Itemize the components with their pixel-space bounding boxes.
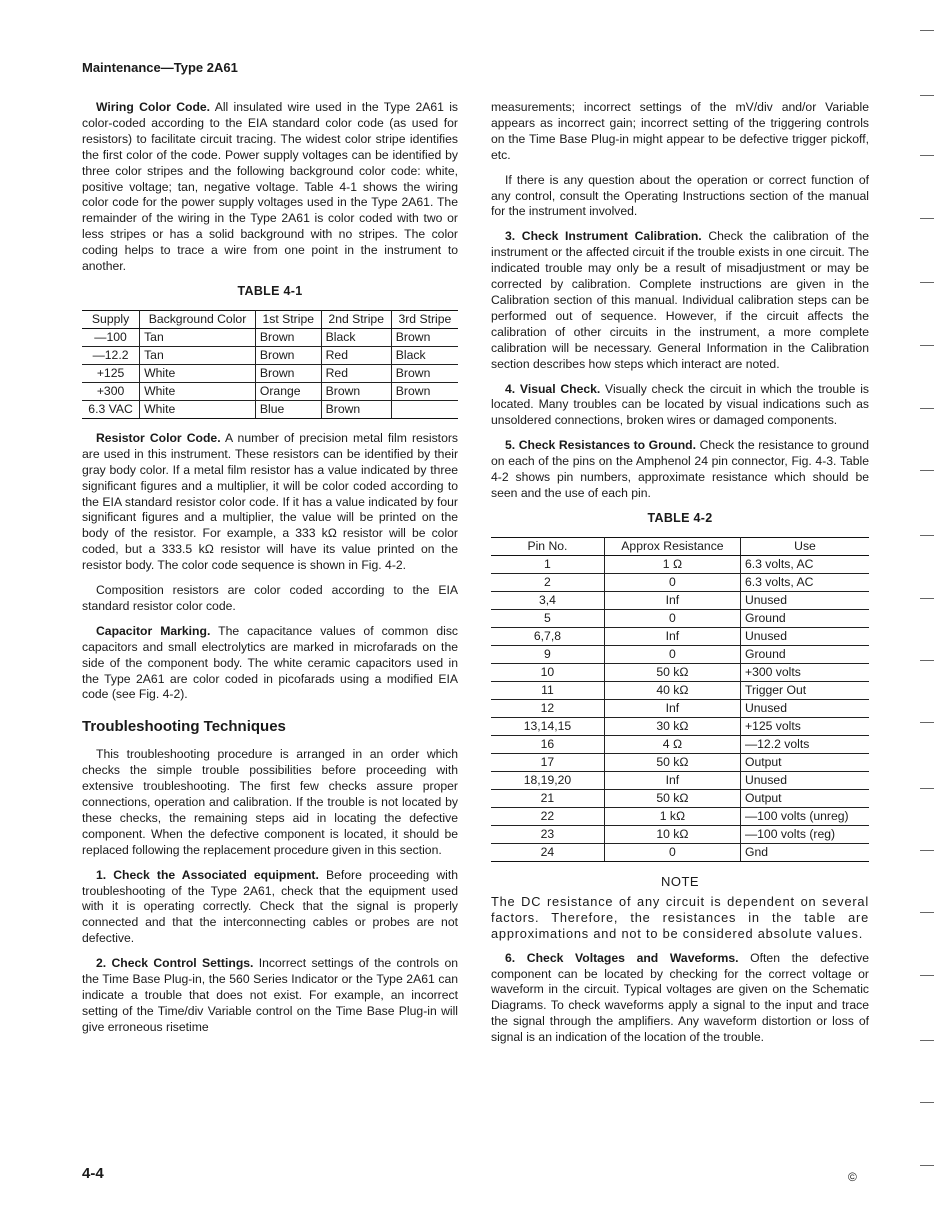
margin-tick: [920, 282, 934, 283]
table-cell: 11: [491, 681, 604, 699]
table-cell: —100 volts (unreg): [740, 807, 869, 825]
table-cell: 1 kΩ: [604, 807, 740, 825]
resistor-paragraph: [82, 431, 458, 574]
table-header-cell: Supply: [82, 310, 140, 328]
table-cell: Ground: [740, 609, 869, 627]
table-cell: Black: [391, 346, 458, 364]
table-header-cell: Background Color: [140, 310, 256, 328]
table-cell: Trigger Out: [740, 681, 869, 699]
table-row: [82, 382, 458, 400]
table-header-cell: Pin No.: [491, 537, 604, 555]
margin-tick: [920, 30, 934, 31]
table-cell: —12.2 volts: [740, 735, 869, 753]
table-row: [82, 364, 458, 382]
table-row: [491, 771, 869, 789]
table-row: [491, 591, 869, 609]
table-cell: Red: [321, 346, 391, 364]
margin-tick: [920, 1165, 934, 1166]
table-row: [491, 699, 869, 717]
table-cell: Tan: [140, 328, 256, 346]
table-cell: White: [140, 382, 256, 400]
margin-tick: [920, 218, 934, 219]
step5-paragraph: [491, 438, 869, 502]
table-cell: —100 volts (reg): [740, 825, 869, 843]
table-cell: Brown: [255, 346, 321, 364]
table-cell: Black: [321, 328, 391, 346]
copyright-mark: ©: [848, 1170, 857, 1184]
table-row: [491, 843, 869, 861]
step6-text: Often the defective component can be located by checking for the correct voltage or waveform in the circuit. Typical voltages are given on the Schematic Diagrams. To check waveforms apply a signal to the input and trace the signal through the amplifiers. Any waveform distortion or loss of signal is an indication of the location of the trouble.: [491, 950, 869, 1045]
table-cell: 16: [491, 735, 604, 753]
table-row: [491, 663, 869, 681]
step5-heading: 5. Check Resistances to Ground.: [505, 438, 697, 453]
table-cell: Output: [740, 753, 869, 771]
table-4-1-title: TABLE 4-1: [237, 283, 303, 298]
margin-tick: [920, 470, 934, 471]
table-cell: 1 Ω: [604, 555, 740, 573]
table-cell: 23: [491, 825, 604, 843]
table-cell: 17: [491, 753, 604, 771]
table-cell: 13,14,15: [491, 717, 604, 735]
table-header-cell: 2nd Stripe: [321, 310, 391, 328]
table-cell: Inf: [604, 591, 740, 609]
table-row: [82, 400, 458, 418]
page-number: 4-4: [82, 1165, 104, 1182]
table-cell: Inf: [604, 771, 740, 789]
table-row: [491, 753, 869, 771]
margin-tick: [920, 850, 934, 851]
table-cell: Red: [321, 364, 391, 382]
capacitor-paragraph: [82, 624, 458, 704]
table-row: [491, 789, 869, 807]
continuation-paragraph: measurements; incorrect settings of the mV/div and/or Variable appears as incorrect gain; incorrect setting of the triggering controls on the Time Base Plug-in might appear to be defective trigger pickoff, etc.: [491, 100, 869, 162]
wiring-paragraph: [82, 100, 458, 275]
margin-tick: [920, 598, 934, 599]
margin-tick: [920, 155, 934, 156]
page-header: Maintenance—Type 2A61: [82, 60, 238, 75]
capacitor-heading: Capacitor Marking.: [96, 623, 211, 638]
note-title: NOTE: [660, 873, 700, 889]
step5-text: Check the resistance to ground on each of the pins on the Amphenol 24 pin connector, Fig. 4-3. Table 4-2 shows pin numbers, approximate resistance which should be seen and the use of each pin.: [491, 438, 869, 500]
step6-heading: 6. Check Voltages and Waveforms.: [505, 950, 739, 965]
table-cell: 22: [491, 807, 604, 825]
table-cell: Brown: [255, 364, 321, 382]
wiring-text: All insulated wire used in the Type 2A61 is color-coded according to the EIA standard color code (as used for resistors) to facilitate circuit tracing. The widest color stripe identifies the first color of the code. Power supply voltages can be identified by three color stripes and the following background color code: white, positive voltage; tan, negative voltage. Table 4-1 shows the wiring color code for the power supply voltages used in the Type 2A61. The remainder of the wiring in the Type 2A61 is color coded with two or less stripes or has a solid background with no stripes. The color coding helps to trace a wire from one point in the instrument to another.: [82, 100, 459, 274]
resistor-heading: Resistor Color Code.: [96, 430, 221, 445]
table-cell: 6.3 volts, AC: [740, 555, 869, 573]
table-row: [491, 825, 869, 843]
table-header-cell: 3rd Stripe: [391, 310, 458, 328]
table-4-2-body: [491, 555, 869, 861]
table-cell: White: [140, 400, 256, 418]
table-cell: Unused: [740, 627, 869, 645]
table-cell: 0: [604, 843, 740, 861]
step1-paragraph: [82, 868, 458, 948]
margin-tick: [920, 95, 934, 96]
table-cell: 6.3 volts, AC: [740, 573, 869, 591]
table-cell: 30 kΩ: [604, 717, 740, 735]
table-cell: 2: [491, 573, 604, 591]
table-cell: Gnd: [740, 843, 869, 861]
step3-text: Check the calibration of the instrument or the affected circuit if the trouble exists in one circuit. The indicated trouble may only be a result of misadjustment or may be corrected by calibration. Complete instructions are given in the Calibration section of this manual. Individual calibration steps can be performed out of sequence. However, if the circuit affects the calibration of other circuits in the instrument, a more complete calibration will be necessary. General Information in the Calibration section describes how steps which interact are noted.: [491, 229, 869, 371]
table-cell: 40 kΩ: [604, 681, 740, 699]
table-cell: Ground: [740, 645, 869, 663]
table-cell: [391, 400, 458, 418]
table-cell: —100: [82, 328, 140, 346]
table-cell: 0: [604, 645, 740, 663]
left-column: [82, 100, 458, 1045]
table-header-cell: 1st Stripe: [255, 310, 321, 328]
margin-tick: [920, 912, 934, 913]
table-cell: 10: [491, 663, 604, 681]
section-heading: Troubleshooting Techniques: [82, 718, 286, 736]
table-row: [491, 627, 869, 645]
table-cell: 6,7,8: [491, 627, 604, 645]
table-cell: 21: [491, 789, 604, 807]
wiring-heading: Wiring Color Code.: [96, 100, 211, 114]
step2-text: Incorrect settings of the controls on the Time Base Plug-in, the 560 Series Indicator or the Type 2A61 can indicate a trouble that does not exist. For example, an incorrect setting of the Time/div Variable control on the Time Base Plug-in will give erroneous risetime: [82, 956, 458, 1034]
note-text: The DC resistance of any circuit is dependent on several factors. Therefore, the resistances in the table are approximations and not to be considered absolute values.: [491, 893, 869, 941]
table-cell: 3,4: [491, 591, 604, 609]
step3-paragraph: [491, 229, 869, 372]
margin-tick: [920, 345, 934, 346]
table-cell: 0: [604, 609, 740, 627]
table-4-1-body: [82, 328, 458, 418]
table-cell: 6.3 VAC: [82, 400, 140, 418]
table-cell: 18,19,20: [491, 771, 604, 789]
table-header-cell: Use: [740, 537, 869, 555]
troubleshooting-paragraph: This troubleshooting procedure is arranged in an order which checks the simple trouble possibilities before proceeding with extensive troubleshooting. The first few checks assure proper connections, operation and calibration. If the trouble is not located by these checks, the remaining steps aid in locating the defective component. When the defective component is located, it should be replaced following the replacement procedure given in this section.: [82, 747, 458, 857]
table-cell: Brown: [321, 382, 391, 400]
table-cell: Blue: [255, 400, 321, 418]
step2-paragraph: [82, 956, 458, 1036]
right-column: [491, 100, 869, 1055]
margin-tick: [920, 722, 934, 723]
table-cell: Brown: [391, 364, 458, 382]
table-cell: White: [140, 364, 256, 382]
table-cell: +125: [82, 364, 140, 382]
table-row: [491, 735, 869, 753]
table-row: [82, 328, 458, 346]
composition-paragraph: Composition resistors are color coded according to the EIA standard resistor color code.: [82, 583, 458, 613]
step2-heading: 2. Check Control Settings.: [96, 956, 254, 971]
table-cell: +300 volts: [740, 663, 869, 681]
step4-heading: 4. Visual Check.: [505, 381, 601, 396]
margin-tick: [920, 1040, 934, 1041]
margin-tick: [920, 408, 934, 409]
table-row: [491, 573, 869, 591]
table-cell: 12: [491, 699, 604, 717]
table-cell: Unused: [740, 591, 869, 609]
table-cell: 50 kΩ: [604, 663, 740, 681]
table-cell: 50 kΩ: [604, 753, 740, 771]
table-row: [491, 645, 869, 663]
table-cell: Unused: [740, 771, 869, 789]
table-cell: +300: [82, 382, 140, 400]
table-row: [491, 717, 869, 735]
table-cell: Inf: [604, 699, 740, 717]
table-cell: 4 Ω: [604, 735, 740, 753]
table-cell: 10 kΩ: [604, 825, 740, 843]
table-4-1: [82, 310, 458, 419]
table-row: [491, 807, 869, 825]
table-row: [82, 346, 458, 364]
table-cell: Orange: [255, 382, 321, 400]
step1-text: Before proceeding with troubleshooting of the Type 2A61, check that the equipment used with it is operating correctly. Check that the signal is properly connected and that the interconnecting cables or probes are not defective.: [82, 867, 458, 946]
capacitor-text: The capacitance values of common disc capacitors and small electrolytics are marked in microfarads on the side of the component body. The white ceramic capacitors used in the Type 2A61 are color coded in picofarads using a modified EIA code (see Fig. 4-2).: [82, 623, 459, 702]
table-cell: Unused: [740, 699, 869, 717]
table-cell: Output: [740, 789, 869, 807]
table-cell: 24: [491, 843, 604, 861]
table-cell: 5: [491, 609, 604, 627]
margin-tick: [920, 535, 934, 536]
table-4-2-title: TABLE 4-2: [647, 510, 713, 525]
table-cell: Brown: [321, 400, 391, 418]
step1-heading: 1. Check the Associated equipment.: [96, 867, 319, 882]
table-cell: 9: [491, 645, 604, 663]
step4-paragraph: [491, 382, 869, 430]
table-cell: 50 kΩ: [604, 789, 740, 807]
table-header-cell: Approx Resistance: [604, 537, 740, 555]
question-paragraph: If there is any question about the operation or correct function of any control, consult the Operating Instructions section of the manual for the instrument involved.: [491, 172, 869, 219]
margin-tick: [920, 975, 934, 976]
table-cell: Brown: [391, 328, 458, 346]
margin-tick: [920, 660, 934, 661]
table-cell: 0: [604, 573, 740, 591]
table-cell: Brown: [391, 382, 458, 400]
step3-heading: 3. Check Instrument Calibration.: [505, 229, 702, 244]
step4-text: Visually check the circuit in which the trouble is located. Many troubles can be located by visual indications such as unsoldered connections, broken wires or damaged components.: [491, 381, 869, 428]
table-row: [491, 555, 869, 573]
table-row: [491, 609, 869, 627]
table-row: [491, 681, 869, 699]
step6-paragraph: [491, 951, 869, 1046]
margin-tick: [920, 788, 934, 789]
table-cell: Brown: [255, 328, 321, 346]
table-cell: Inf: [604, 627, 740, 645]
margin-tick: [920, 1102, 934, 1103]
table-4-2: [491, 537, 869, 862]
table-cell: 1: [491, 555, 604, 573]
table-cell: Tan: [140, 346, 256, 364]
table-cell: +125 volts: [740, 717, 869, 735]
table-cell: —12.2: [82, 346, 140, 364]
resistor-text: A number of precision metal film resistors are used in this instrument. These resistors can be identified by their gray body color. If a metal film resistor has a value indicated by three significant figures and a multiplier, it will be color coded according to the EIA standard resistor color code. If it has a value indicated by four significant figures and a multiplier, the value will be printed on the body of the resistor. For example, a 333 kΩ resistor will be color coded, but a 333.5 kΩ resistor will have its value printed on the resistor body. The color code sequence is shown in Fig. 4-2.: [82, 430, 458, 573]
